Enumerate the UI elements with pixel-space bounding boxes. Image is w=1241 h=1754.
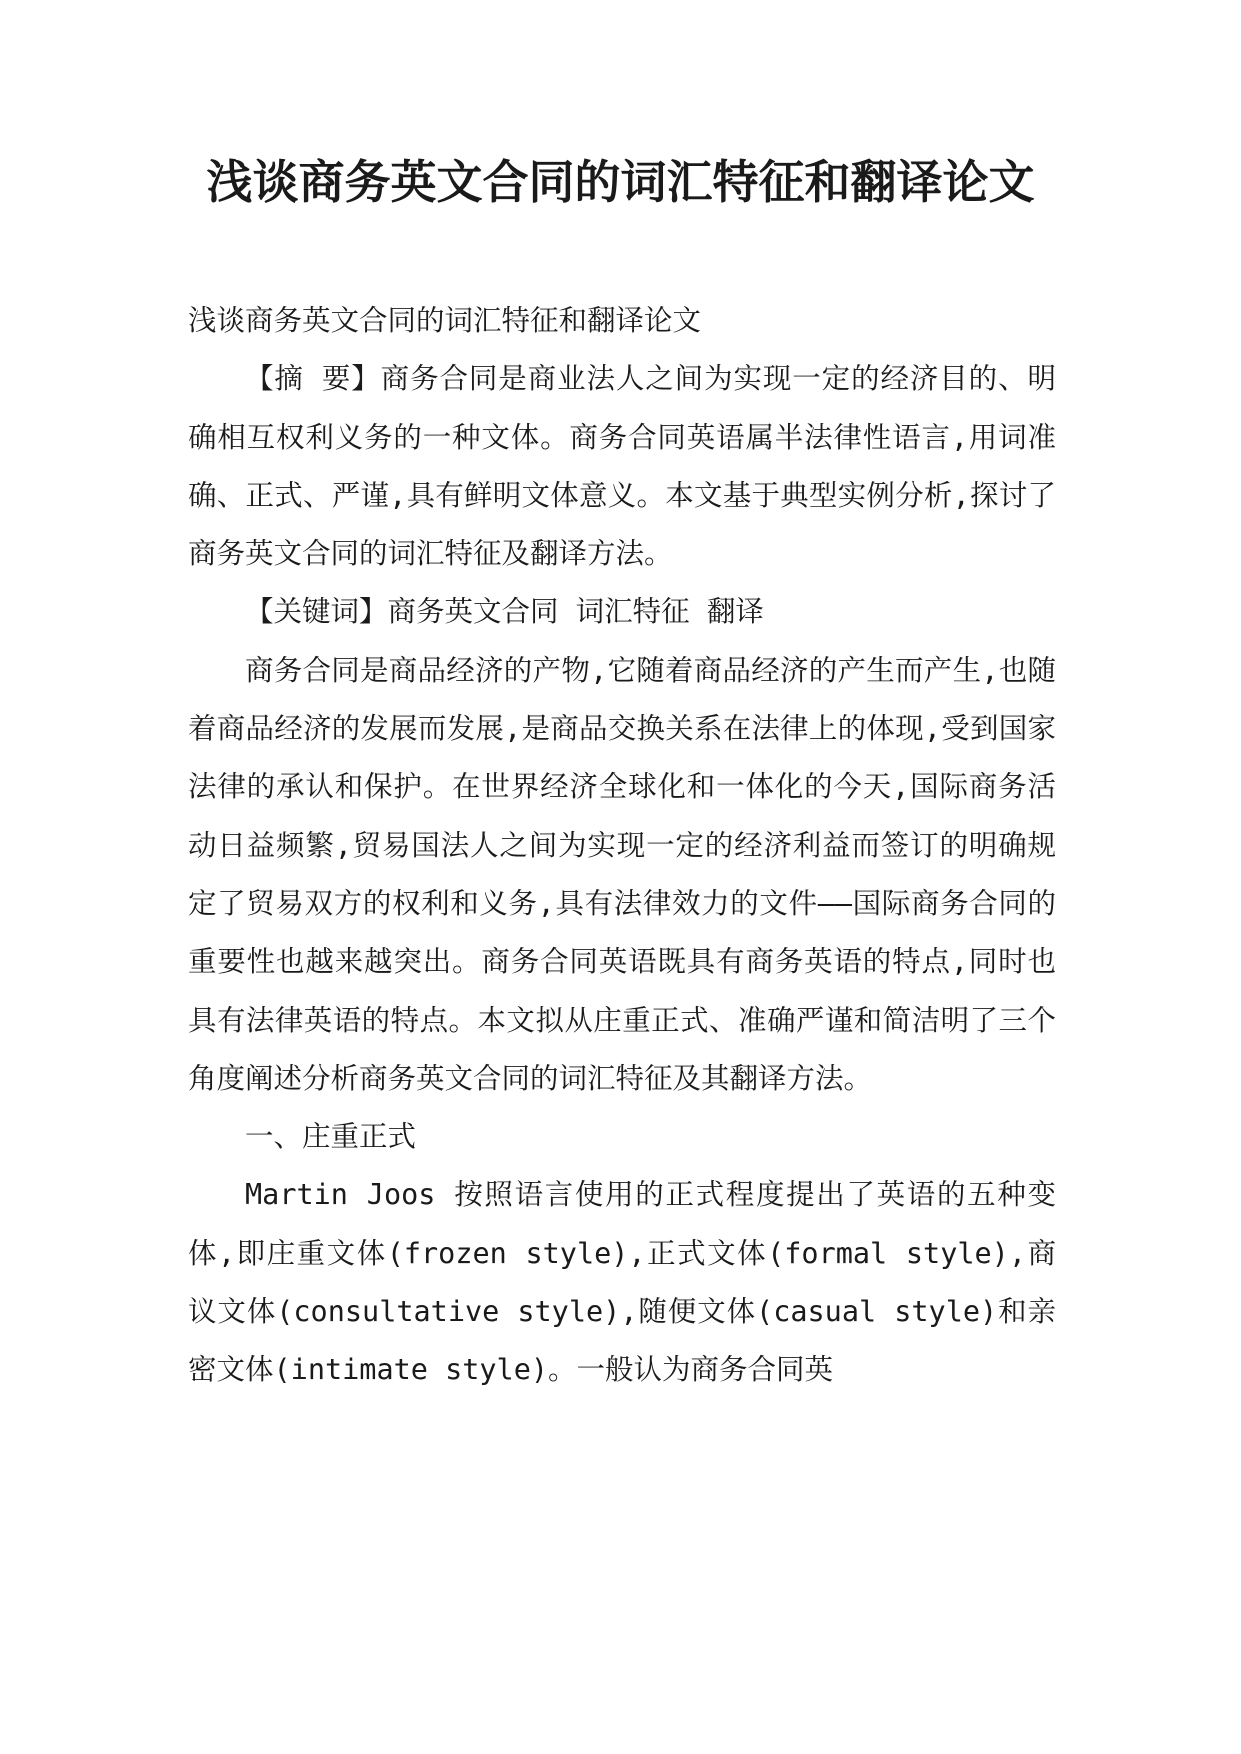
section-heading-1: 一、庄重正式 xyxy=(245,1120,417,1154)
document-body xyxy=(188,292,1056,1400)
paragraph-subtitle: 浅谈商务英文合同的词汇特征和翻译论文 xyxy=(188,304,702,337)
paragraph-abstract: 【摘 要】商务合同是商业法人之间为实现一定的经济目的、明确相互权利义务的一种文体。商务合同英语属半法律性语言,用词准确、正式、严谨,具有鲜明文体意义。本文基于典型实例分析,探讨了商务英文合同的词汇特征及翻译方法。 xyxy=(188,362,1056,571)
paragraph-section-1: Martin Joos 按照语言使用的正式程度提出了英语的五种变体,即庄重文体(frozen style),正式文体(formal style),商议文体(consultative style),随便文体(casual style)和亲密文体(intimate style)。一般认为商务合同英 xyxy=(188,1178,1056,1387)
paragraph-keywords: 【关键词】商务英文合同 词汇特征 翻译 xyxy=(245,595,764,629)
document-title: 浅谈商务英文合同的词汇特征和翻译论文 xyxy=(206,155,1035,209)
paragraph-intro: 商务合同是商品经济的产物,它随着商品经济的产生而产生,也随着商品经济的发展而发展,是商品交换关系在法律上的体现,受到国家法律的承认和保护。在世界经济全球化和一体化的今天,国际商务活动日益频繁,贸易国法人之间为实现一定的经济利益而签订的明确规定了贸易双方的权利和义务,具有法律效力的文件——国际商务合同的重要性也越来越突出。商务合同英语既具有商务英语的特点,同时也具有法律英语的特点。本文拟从庄重正式、准确严谨和简洁明了三个角度阐述分析商务英文合同的词汇特征及其翻译方法。 xyxy=(188,653,1056,1095)
